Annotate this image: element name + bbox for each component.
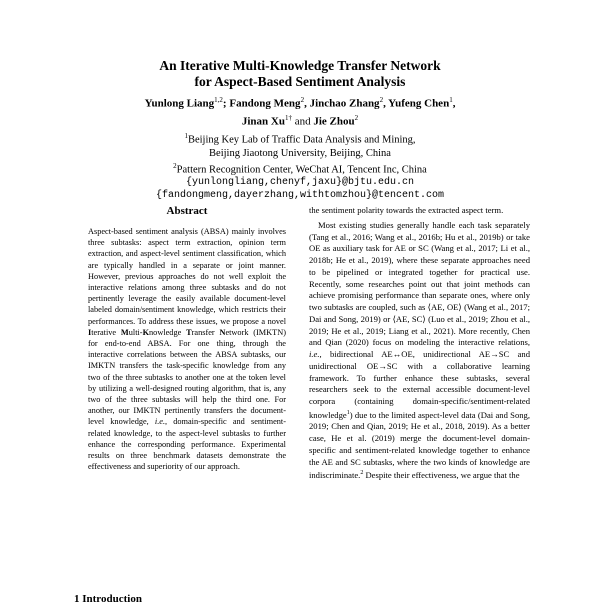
paper-title xyxy=(0,58,600,90)
author-name: Yufeng Chen xyxy=(388,97,450,110)
abstract-heading: Abstract xyxy=(166,205,208,217)
abstract-text: Aspect-based sentiment analysis (ABSA) mainly involves three subtasks: aspect term extraction, opinion term extraction, and aspect-level sentiment classification, which are typically handled in a separate or joint manner. However, previous approaches do not well exploit the interactive relations among three subtasks and do not pertinently leverage the easily available document-level labeled domain/sentiment knowledge, which restricts their performances. To address these issues, we propose a novel Iterative Multi-Knowledge Transfer Network (IMKTN) for end-to-end ABSA. For one thing, through the interactive correlations between the ABSA subtasks, our IMKTN transfers the task-specific knowledge from any two of the three subtasks to another one at the token level by utilizing a well-designed routing algorithm, that is, any two of the three subtasks will help the third one. For another, our IMKTN pertinently transfers the document-level knowledge, i.e., domain-specific and sentiment-related knowledge, to the aspect-level subtasks to further enhance the corresponding performance. Experimental results on three benchmark datasets demonstrate the effectiveness and superiority of our approach. xyxy=(88,227,286,472)
abstract-column xyxy=(88,205,286,472)
affiliation-2: $^2$Pattern Recognition Center, WeChat AI, Tencent Inc, China xyxy=(173,161,427,176)
title-line-2: for Aspect-Based Sentiment Analysis xyxy=(194,74,406,89)
paragraph-related-work: Most existing studies generally handle each task separately (Tang et al., 2016; Wang et al., 2016b; Hu et al., 2019b) or take OE as auxiliary task for AE or SC (Wang et al., 2017; Li et al., 2018b; He et al., 2019), where these separate approaches need to be pipelined or integrated together for practical use. Recently, some researches point out that joint methods can achieve promising performance than separate ones, where only two subtasks are coupled, such as ⟨AE, OE⟩ (Wang et al., 2017; Dai and Song, 2019) or ⟨AE, SC⟩ (Luo et al., 2019; Zhou et al., 2019; He et al., 2019; Liang et al., 2021). More recently, Chen and Qian (2020) focus on modeling the interactive relations, i.e., bidirectional AE↔OE, unidirectional AE→SC and unidirectional OE→SC with a collaborative learning framework. To further enhance these subtasks, several researchers seek to the external accessible document-level corpora (containing domain-specific/sentiment-related knowledge$^1$) due to the limited aspect-level data (Dai and Song, 2019; Chen and Qian, 2019; He et al., 2018, 2019). As a better case, He et al. (2019) merge the document-level domain-specific and sentiment-related knowledge together to enhance the AE and SC subtasks, where the two kinds of knowledge are indiscriminate.$^2$ Despite their effectiveness, we argue that the xyxy=(309,219,530,481)
author-sup: 1 xyxy=(449,96,453,104)
footnote-marker: 2 xyxy=(360,470,364,477)
affiliation-1: $^1$Beijing Key Lab of Traffic Data Analysis and Mining, xyxy=(184,132,416,146)
affiliations xyxy=(0,130,600,202)
affiliation-1-line-2: Beijing Jiaotong University, Beijing, China xyxy=(209,147,391,159)
body-column-right xyxy=(309,205,530,482)
paper-header xyxy=(0,58,600,202)
author-sup: 2 xyxy=(379,96,384,104)
author-name: Jinchao Zhang xyxy=(309,97,380,110)
author-line-1: Yunlong Liang$^{1,2}$; Fandong Meng$^2$, Jinchao Zhang$^2$, Yufeng Chen$^1$, xyxy=(144,96,456,110)
author-name: Yunlong Liang xyxy=(144,97,215,110)
author-name: Jinan Xu xyxy=(241,115,285,128)
author-list xyxy=(0,93,600,128)
author-sup: 1† xyxy=(284,113,292,122)
footnote-marker: 1 xyxy=(346,409,350,416)
title-line-1: An Iterative Multi-Knowledge Transfer Network xyxy=(159,58,441,73)
email-1: {yunlongliang,chenyf,jaxu}@bjtu.edu.cn xyxy=(185,177,415,189)
author-name: Jie Zhou xyxy=(313,115,355,128)
email-2: {fandongmeng,dayerzhang,withtomzhou}@tencent.com xyxy=(155,190,445,202)
author-sup: 1,2 xyxy=(214,96,223,104)
author-name: Fandong Meng xyxy=(229,97,301,110)
author-line-2: Jinan $Xu^{1\dagger}$ and Jie Zhou$^2$ xyxy=(241,113,359,128)
author-sup: 2 xyxy=(354,113,359,122)
paragraph-continued: the sentiment polarity towards the extracted aspect term. xyxy=(309,205,504,215)
section-heading-introduction: 1 Introduction xyxy=(74,593,142,605)
author-sup: 2 xyxy=(300,96,305,104)
